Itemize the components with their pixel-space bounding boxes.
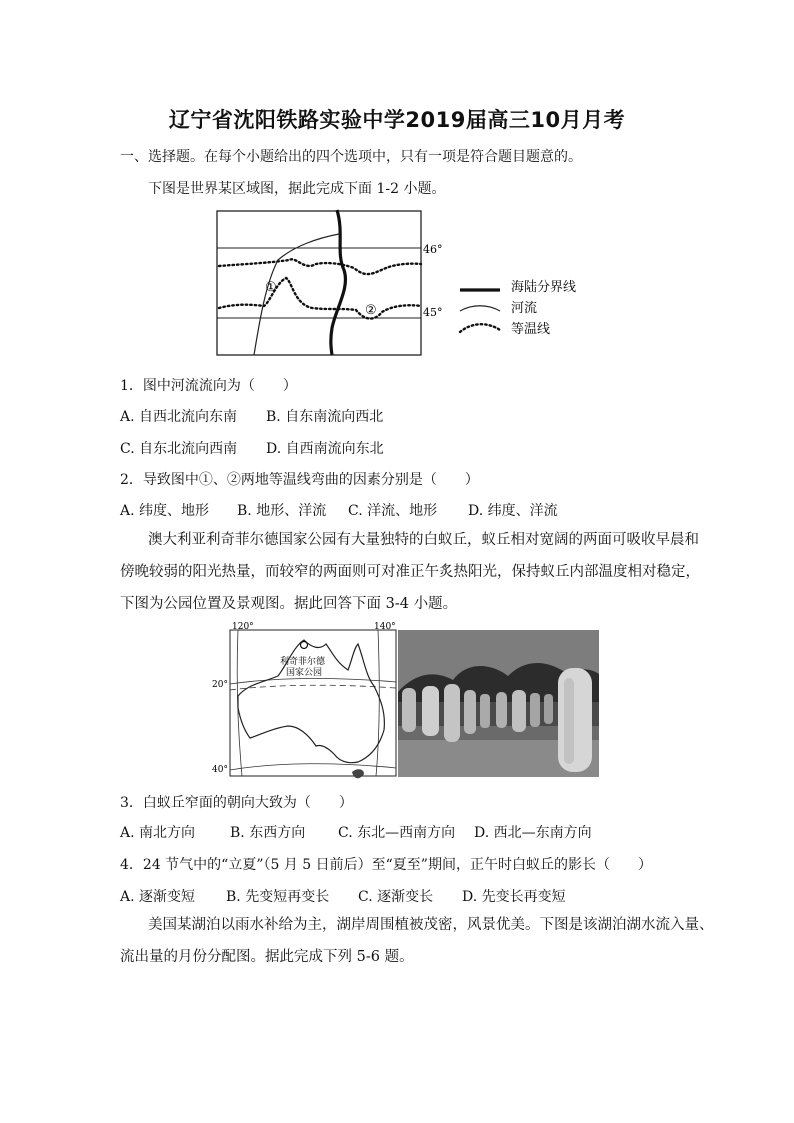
- coastline: [331, 210, 346, 355]
- q2-options: [120, 500, 558, 520]
- lon-label-140: 140°: [374, 622, 396, 632]
- q2-option-b: B. 地形、洋流: [237, 503, 327, 519]
- lon-label-120: 120°: [232, 622, 254, 632]
- lat-label-40: 40°: [212, 765, 228, 775]
- q3-stem: 3．白蚁丘窄面的朝向大致为（ ）: [120, 795, 353, 811]
- q2-option-d: D. 纬度、洋流: [468, 503, 558, 519]
- q1-options: [120, 406, 383, 426]
- intro-3-line-1: 美国某湖泊以雨水补给为主，湖岸周围植被茂密，风景优美。下图是该湖泊湖水流入量、: [148, 917, 714, 933]
- page-title: 辽宁省沈阳铁路实验中学2019届高三10月月考: [168, 108, 626, 132]
- q1-option-d: D. 自西南流向东北: [266, 441, 384, 457]
- legend-coastline-label: 海陆分界线: [511, 280, 577, 295]
- australia-location-map: [208, 622, 398, 782]
- marker-1: ①: [265, 280, 277, 295]
- q4-option-c: C. 逐渐变长: [358, 889, 434, 905]
- q3-option-c: C. 东北—西南方向: [338, 825, 456, 841]
- map2-frame: [230, 630, 396, 776]
- q1-option-b: B. 自东南流向西北: [266, 409, 384, 425]
- q2-option-c: C. 洋流、地形: [348, 503, 438, 519]
- lat-label-20: 20°: [212, 680, 228, 690]
- legend-isotherm-label: 等温线: [511, 322, 551, 337]
- q4-stem: 4．24 节气中的“立夏”（5 月 5 日前后）至“夏至”期间，正午时白蚁丘的影长（ ）: [120, 857, 652, 873]
- tasmania-shape: [352, 769, 364, 778]
- isotherm-lower: [219, 278, 421, 319]
- legend-river-icon: [460, 306, 500, 311]
- legend-river-label: 河流: [511, 301, 538, 316]
- q3-option-b: B. 东西方向: [230, 825, 306, 841]
- marker-2: ②: [365, 303, 377, 318]
- lat-label-46: 46°: [423, 243, 443, 256]
- intro-2-line-2: 傍晚较弱的阳光热量，而较窄的两面则可对准正午炙热阳光，保持蚁丘内部温度相对稳定，: [120, 564, 700, 580]
- q3-option-d: D. 西北—东南方向: [474, 825, 592, 841]
- region-map-1: [214, 208, 594, 360]
- intro-2-line-1: 澳大利亚利奇菲尔德国家公园有大量独特的白蚁丘，蚁丘相对宽阔的两面可吸收早晨和: [148, 532, 699, 548]
- q4-options: [120, 886, 566, 906]
- q2-option-a: A. 纬度、地形: [120, 503, 210, 519]
- termite-mound-photo: [398, 630, 599, 777]
- q4-option-a: A. 逐渐变短: [120, 889, 196, 905]
- map1-frame: [217, 211, 421, 355]
- meridian-140: [376, 630, 379, 776]
- legend-isotherm-icon: [460, 324, 500, 332]
- q2-stem: 2．导致图中①、②两地等温线弯曲的因素分别是（ ）: [120, 472, 479, 488]
- q1-option-a: A. 自西北流向东南: [120, 409, 238, 425]
- q1-option-c: C. 自东北流向西南: [120, 441, 238, 457]
- q4-option-d: D. 先变长再变短: [462, 889, 566, 905]
- park-label-1: 利奇菲尔德: [280, 657, 326, 667]
- q1-options-2: [120, 438, 384, 458]
- q1-stem: 1．图中河流流向为（ ）: [120, 378, 297, 394]
- q4-option-b: B. 先变短再变长: [226, 889, 330, 905]
- park-location-marker: [301, 642, 308, 649]
- q3-option-a: A. 南北方向: [120, 825, 196, 841]
- intro-1: 下图是世界某区域图，据此完成下面 1-2 小题。: [148, 181, 446, 197]
- tropic-line: [230, 685, 396, 690]
- parallel-40: [230, 764, 396, 770]
- isotherm-upper: [219, 259, 421, 274]
- intro-2-line-3: 下图为公园位置及景观图。据此回答下面 3-4 小题。: [120, 596, 458, 612]
- lat-label-45: 45°: [423, 306, 443, 319]
- section-heading: 一、选择题。在每个小题给出的四个选项中，只有一项是符合题目题意的。: [120, 149, 582, 165]
- park-label-2: 国家公园: [286, 668, 323, 678]
- intro-3-line-2: 流出量的月份分配图。据此完成下列 5-6 题。: [120, 949, 414, 965]
- q3-options: [120, 822, 592, 842]
